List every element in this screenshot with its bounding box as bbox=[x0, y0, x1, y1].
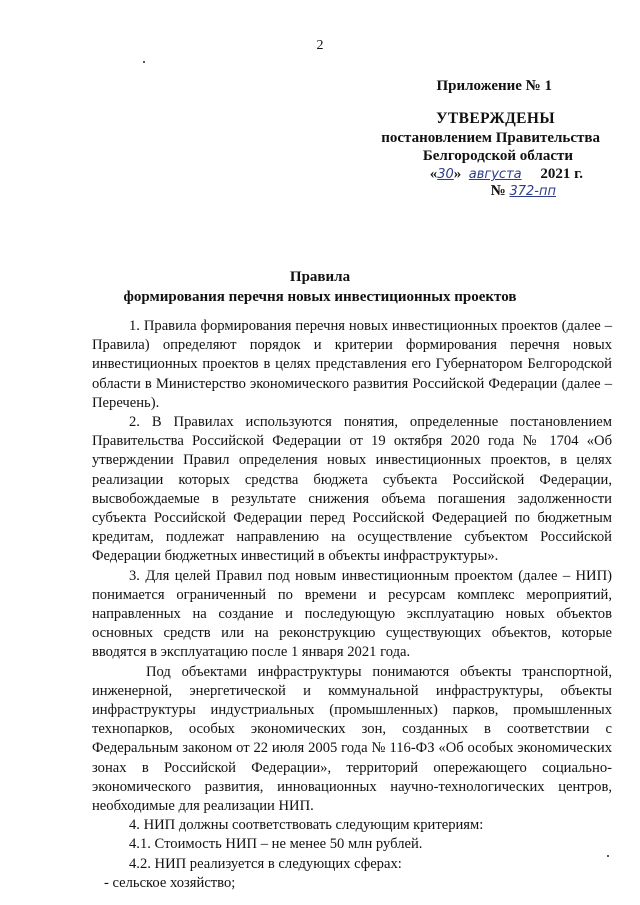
approval-number bbox=[491, 183, 556, 200]
number-sign: № bbox=[490, 183, 506, 199]
decree-number: 372-пп bbox=[509, 184, 556, 199]
approval-block bbox=[0, 70, 640, 230]
document-title bbox=[0, 267, 640, 307]
paragraph-4: 4. НИП должны соответствовать следующим критериям: bbox=[129, 817, 484, 834]
approval-authority: постановлением Правительства bbox=[381, 130, 600, 146]
title-line-1: Правила bbox=[289, 269, 351, 285]
paragraph-4-2: 4.2. НИП реализуется в следующих сферах: bbox=[129, 855, 402, 872]
paragraph-1: 1. Правила формирования перечня новых инвестиционных проектов (далее – Правила) определяют порядок и критерии формирования перечня новых инвестиционных проектов в целях представления его Губернатором Белгородской области в Министерство экономического развития Российской Федерации (далее – Перечень). bbox=[92, 318, 612, 411]
paragraph-2: 2. В Правилах используются понятия, определенные постановлением Правительства Российской Федерации от 19 октября 2020 года № 1704 «Об утверждении Правил определения новых инвестиционных проектов, в целях реализации которых средства бюджета субъекта Российской Федерации, высвобождаемые в результате снижения объема погашения задолженности субъекта Российской Федерации перед Российской Федерацией по бюджетным кредитам, подлежат направлению на осуществление субъектом Российской Федерации бюджетных инвестиций в объекты инфраструктуры». bbox=[92, 414, 612, 565]
date-close-quote: » bbox=[453, 166, 462, 182]
date-day: 30 bbox=[437, 167, 454, 182]
paragraph-infrastructure: Под объектами инфраструктуры понимаются объекты транспортной, инженерной, энергетической и коммунальной инфраструктуры, объекты инфраструктуры индустриальных (промышленных) парков, промышленных технопарков, особых экономических зон, созданных в соответствии с Федеральным законом от 22 июля 2005 года № 116-ФЗ «Об особых экономических зонах в Российской Федерации», территорий опережающего социально-экономического развития, инновационных научно-технологических центров, необходимые для реализации НИП. bbox=[92, 663, 612, 815]
date-month: августа bbox=[468, 167, 522, 182]
page-number: 2 bbox=[316, 38, 324, 53]
approval-date bbox=[430, 166, 583, 183]
title-line-2: формирования перечня новых инвестиционных проектов bbox=[123, 289, 517, 305]
date-open-quote: « bbox=[429, 166, 438, 182]
paragraph-3: 3. Для целей Правил под новым инвестиционным проектом (далее – НИП) понимается ограниченный по времени и ресурсам комплекс мероприятий, направленных на создание и последующую эксплуатацию новых объектов основных средств или на реконструкцию существующих объектов, которые вводятся в эксплуатацию после 1 января 2021 года. bbox=[92, 567, 612, 661]
scan-speck bbox=[143, 61, 145, 63]
approved-heading: УТВЕРЖДЕНЫ bbox=[436, 110, 555, 127]
scan-speck bbox=[607, 855, 609, 857]
date-year: 2021 г. bbox=[540, 166, 583, 182]
appendix-label: Приложение № 1 bbox=[436, 78, 552, 94]
paragraph-4-1: 4.1. Стоимость НИП – не менее 50 млн рублей. bbox=[129, 836, 423, 853]
list-item-agriculture: - сельское хозяйство; bbox=[104, 874, 236, 891]
document-body bbox=[92, 317, 612, 893]
approval-region: Белгородской области bbox=[422, 148, 573, 164]
